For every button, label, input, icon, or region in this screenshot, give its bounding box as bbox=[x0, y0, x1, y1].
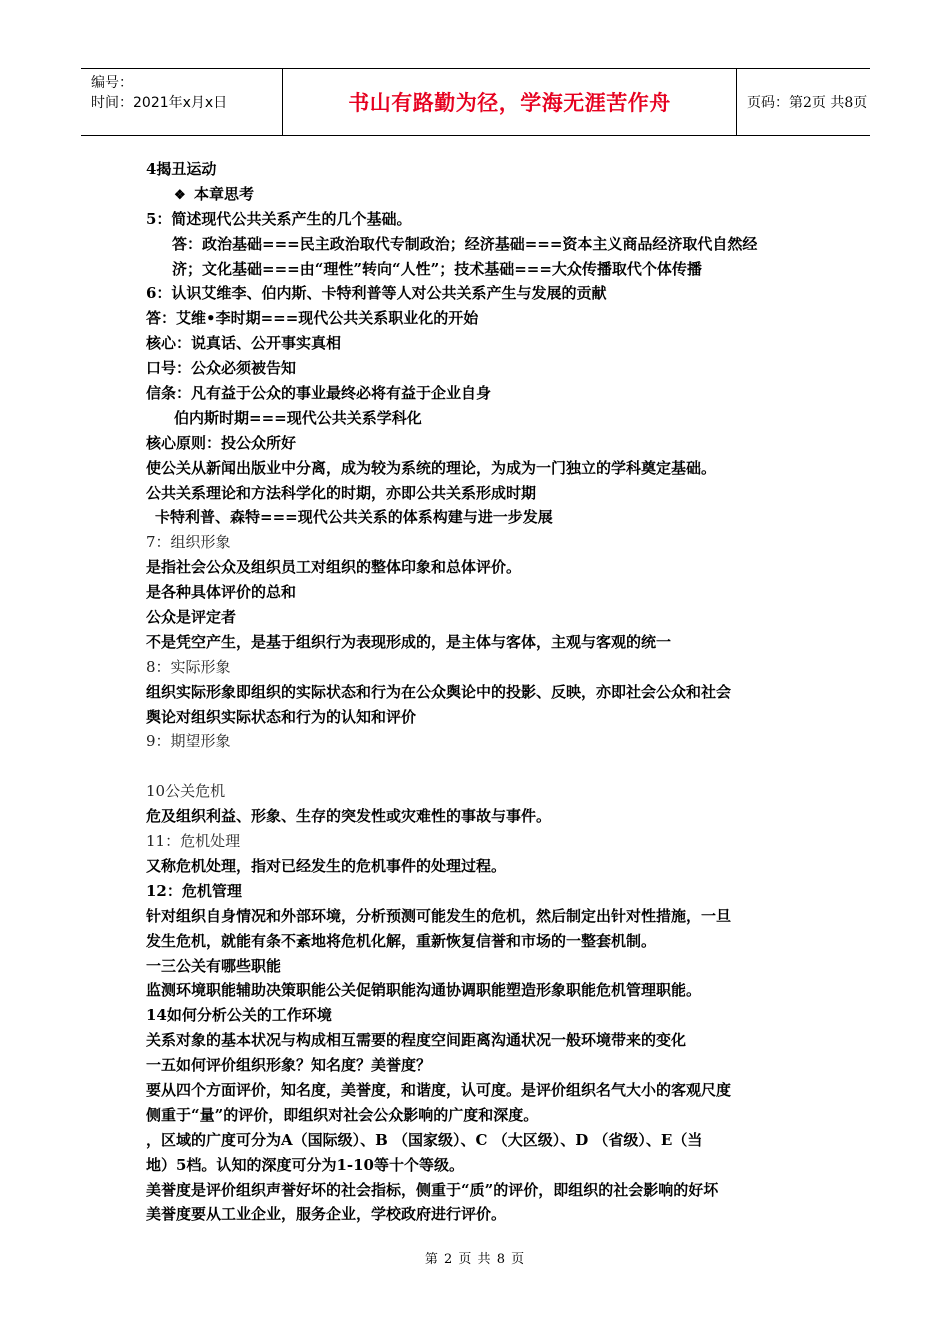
blank-line bbox=[146, 754, 826, 779]
header-motto: 书山有路勤为径，学海无涯苦作舟 bbox=[348, 91, 671, 115]
section-heading: 4揭丑运动 bbox=[146, 160, 217, 178]
page-header bbox=[81, 68, 870, 136]
paragraph-line: 要从四个方面评价，知名度，美誉度，和谐度，认可度。是评价组织名气大小的客观尺度 bbox=[146, 1080, 732, 1099]
header-page-number: 页码：第2页 共8页 bbox=[747, 95, 868, 111]
paragraph-line: 不是凭空产生，是基于组织行为表现形成的，是主体与客体，主观与客观的统一 bbox=[146, 632, 672, 651]
term-heading: 7：组织形象 bbox=[146, 533, 231, 552]
term-heading: 10公关危机 bbox=[146, 782, 226, 801]
term-heading: 9：期望形象 bbox=[146, 732, 231, 751]
paragraph-line: 美誉度要从工业企业，服务企业，学校政府进行评价。 bbox=[146, 1205, 507, 1224]
question-line: 14如何分析公关的工作环境 bbox=[146, 1006, 332, 1025]
diamond-bullet-icon: ❖ bbox=[174, 187, 186, 203]
paragraph-line: 公共关系理论和方法科学化的时期，亦即公共关系形成时期 bbox=[146, 483, 537, 502]
paragraph-line: 又称危机处理，指对已经发生的危机事件的处理过程。 bbox=[146, 856, 507, 875]
answer-line: 答：艾维•李时期===现代公共关系职业化的开始 bbox=[146, 309, 479, 328]
paragraph-line: 是各种具体评价的总和 bbox=[146, 583, 297, 602]
question-line: 一三公关有哪些职能 bbox=[146, 956, 282, 975]
paragraph-line: 核心：说真话、公开事实真相 bbox=[146, 334, 342, 353]
answer-line: 答：政治基础===民主政治取代专制政治；经济基础===资本主义商品经济取代自然经 bbox=[172, 234, 758, 253]
paragraph-line: 卡特利普、森特===现代公共关系的体系构建与进一步发展 bbox=[155, 508, 553, 527]
term-heading: 12：危机管理 bbox=[146, 881, 242, 900]
paragraph-line: 使公关从新闻出版业中分离，成为较为系统的理论，为成为一门独立的学科奠定基础。 bbox=[146, 458, 717, 477]
page-footer: 第 2 页 共 8 页 bbox=[424, 1252, 526, 1267]
paragraph-line: 关系对象的基本状况与构成相互需要的程度空间距离沟通状况一般环境带来的变化 bbox=[146, 1031, 687, 1050]
header-meta bbox=[81, 69, 282, 135]
paragraph-line: 核心原则：投公众所好 bbox=[146, 433, 297, 452]
paragraph-line: 针对组织自身情况和外部环境，分析预测可能发生的危机，然后制定出针对性措施，一旦 bbox=[146, 906, 732, 925]
paragraph-line: 地）5档。认知的深度可分为1-10等十个等级。 bbox=[146, 1155, 464, 1174]
question-line: 一五如何评价组织形象？知名度？美誉度？ bbox=[146, 1056, 432, 1075]
paragraph-line: 信条：凡有益于公众的事业最终必将有益于企业自身 bbox=[146, 384, 492, 403]
paragraph-line: 公众是评定者 bbox=[146, 608, 237, 627]
paragraph-line: 发生危机，就能有条不紊地将危机化解，重新恢复信誉和市场的一整套机制。 bbox=[146, 931, 657, 950]
term-heading: 8：实际形象 bbox=[146, 657, 231, 676]
document-number-label: 编号： bbox=[91, 75, 133, 91]
paragraph-line: ，区域的广度可分为A（国际级）、B （国家级）、C （大区级）、D （省级）、E（当 bbox=[146, 1130, 703, 1149]
paragraph-line: 组织实际形象即组织的实际状态和行为在公众舆论中的投影、反映，亦即社会公众和社会 bbox=[146, 682, 732, 701]
paragraph-line: 美誉度是评价组织声誉好坏的社会指标，侧重于“质”的评价，即组织的社会影响的好坏 bbox=[146, 1180, 719, 1199]
paragraph-line: 口号：公众必须被告知 bbox=[146, 359, 297, 378]
question-line: 5：简述现代公共关系产生的几个基础。 bbox=[146, 209, 412, 228]
paragraph-line: 危及组织利益、形象、生存的突发性或灾难性的事故与事件。 bbox=[146, 807, 552, 826]
answer-line: 济；文化基础===由“理性”转向“人性”；技术基础===大众传播取代个体传播 bbox=[172, 259, 702, 278]
paragraph-line: 伯内斯时期===现代公共关系学科化 bbox=[174, 408, 422, 427]
paragraph-line: 是指社会公众及组织员工对组织的整体印象和总体评价。 bbox=[146, 558, 522, 577]
document-date-label: 时间：2021年x月x日 bbox=[91, 95, 228, 111]
term-heading: 11：危机处理 bbox=[146, 832, 241, 851]
paragraph-line: 侧重于“量”的评价，即组织对社会公众影响的广度和深度。 bbox=[146, 1105, 539, 1124]
document-body bbox=[146, 157, 826, 1227]
paragraph-line: 舆论对组织实际状态和行为的认知和评价 bbox=[146, 707, 417, 726]
chapter-review-heading: ❖ 本章思考 bbox=[146, 182, 826, 207]
header-motto-cell bbox=[282, 69, 737, 135]
header-page-cell bbox=[737, 69, 870, 135]
paragraph-line: 监测环境职能辅助决策职能公关促销职能沟通协调职能塑造形象职能危机管理职能。 bbox=[146, 981, 702, 1000]
question-line: 6：认识艾维李、伯内斯、卡特利普等人对公共关系产生与发展的贡献 bbox=[146, 284, 607, 303]
